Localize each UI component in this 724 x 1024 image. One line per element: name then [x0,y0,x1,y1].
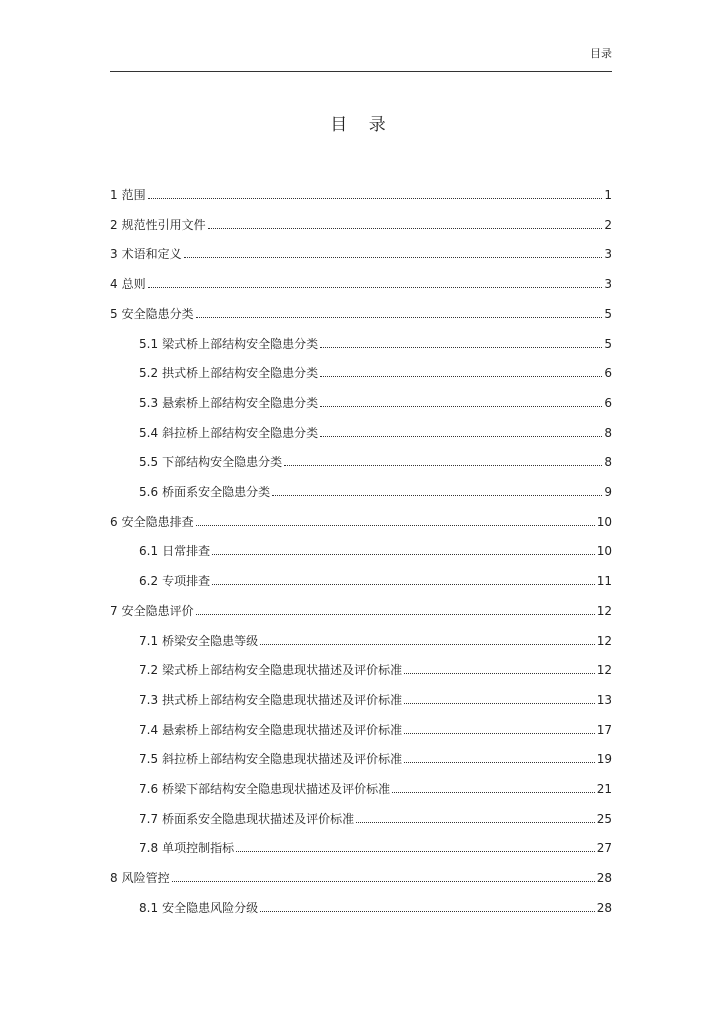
toc-entry-page: 28 [596,871,612,885]
toc-entry-page: 13 [596,693,612,707]
toc-entry-number: 5.5 [139,455,159,469]
toc-entry-number: 7.6 [139,782,159,796]
toc-entry[interactable] [139,336,612,352]
toc-entry-label: 范围 [121,188,146,202]
toc-entry[interactable] [139,692,612,708]
toc-leader-dots [356,821,595,823]
toc-entry-number: 8 [110,871,118,885]
running-header: 目录 [590,47,612,60]
toc-entry-label: 术语和定义 [121,247,182,261]
toc-leader-dots [148,197,603,199]
toc-entry[interactable] [110,514,612,530]
toc-entry-label: 梁式桥上部结构安全隐患分类 [162,337,319,351]
toc-entry-label: 日常排查 [162,544,211,558]
toc-entry-label: 桥面系安全隐患分类 [162,485,271,499]
toc-entry-number: 7.4 [139,723,159,737]
header-rule [110,71,612,72]
toc-entry[interactable] [139,662,612,678]
toc-leader-dots [272,494,602,496]
toc-entry[interactable] [139,573,612,589]
toc-entry-page: 1 [604,188,612,202]
toc-entry-page: 21 [596,782,612,796]
toc-leader-dots [236,850,595,852]
toc-entry-number: 5.6 [139,485,159,499]
toc-entry-number: 5 [110,307,118,321]
toc-entry-label: 安全隐患风险分级 [162,901,259,915]
toc-entry-page: 17 [596,723,612,737]
toc-entry-page: 3 [604,247,612,261]
toc-entry-label: 斜拉桥上部结构安全隐患分类 [162,426,319,440]
toc-entry[interactable] [139,425,612,441]
toc-entry-number: 7.8 [139,841,159,855]
toc-entry-label: 下部结构安全隐患分类 [162,455,283,469]
toc-entry-page: 10 [596,544,612,558]
toc-entry-number: 7.1 [139,634,159,648]
toc-entry[interactable] [139,543,612,559]
toc-entry-label: 总则 [121,277,146,291]
toc-entry[interactable] [110,276,612,292]
toc-entry-page: 11 [596,574,612,588]
toc-entry-page: 10 [596,515,612,529]
toc-entry[interactable] [110,187,612,203]
toc-entry-page: 5 [604,307,612,321]
toc-leader-dots [320,346,602,348]
toc-entry-number: 6 [110,515,118,529]
toc-entry-number: 7.3 [139,693,159,707]
toc-entry-number: 6.2 [139,574,159,588]
toc-entry-label: 安全隐患评价 [121,604,194,618]
toc-entry[interactable] [139,484,612,500]
toc-entry-page: 8 [604,455,612,469]
toc-leader-dots [196,613,595,615]
toc-leader-dots [320,405,602,407]
toc-entry-number: 5.3 [139,396,159,410]
toc-entry[interactable] [110,870,612,886]
toc-leader-dots [172,880,595,882]
toc-leader-dots [260,643,595,645]
toc-entry[interactable] [139,633,612,649]
toc-entry-label: 梁式桥上部结构安全隐患现状描述及评价标准 [162,663,403,677]
toc-entry[interactable] [110,246,612,262]
toc-entry-label: 单项控制指标 [162,841,235,855]
toc-leader-dots [212,553,595,555]
toc-entry[interactable] [139,781,612,797]
toc-entry-label: 桥面系安全隐患现状描述及评价标准 [162,812,355,826]
toc-entry-label: 悬索桥上部结构安全隐患分类 [162,396,319,410]
toc-leader-dots [184,256,603,258]
toc-entry[interactable] [139,900,612,916]
toc-entry-number: 8.1 [139,901,159,915]
toc-entry-number: 7.7 [139,812,159,826]
toc-leader-dots [260,910,595,912]
toc-entry-page: 6 [604,366,612,380]
toc-entry-number: 7.2 [139,663,159,677]
toc-entry[interactable] [110,217,612,233]
toc-entry-number: 5.4 [139,426,159,440]
toc-entry-label: 拱式桥上部结构安全隐患现状描述及评价标准 [162,693,403,707]
toc-entry-label: 桥梁安全隐患等级 [162,634,259,648]
toc-entry-number: 4 [110,277,118,291]
toc-leader-dots [392,791,595,793]
toc-entry-page: 2 [604,218,612,232]
toc-entry-label: 安全隐患分类 [121,307,194,321]
toc-entry-number: 3 [110,247,118,261]
toc-leader-dots [196,316,603,318]
toc-entry-label: 风险管控 [121,871,170,885]
toc-leader-dots [404,761,595,763]
toc-entry-label: 专项排查 [162,574,211,588]
toc-entry-page: 12 [596,604,612,618]
toc-entry-number: 5.2 [139,366,159,380]
toc-entry[interactable] [110,603,612,619]
toc-entry-number: 5.1 [139,337,159,351]
toc-entry-label: 桥梁下部结构安全隐患现状描述及评价标准 [162,782,391,796]
toc-entry-label: 规范性引用文件 [121,218,206,232]
toc-entry-page: 27 [596,841,612,855]
toc-entry[interactable] [139,722,612,738]
toc-entry-number: 6.1 [139,544,159,558]
toc-entry[interactable] [139,454,612,470]
toc-leader-dots [196,524,595,526]
toc-entry-page: 25 [596,812,612,826]
toc-entry[interactable] [139,840,612,856]
toc-leader-dots [320,375,602,377]
toc-entry-page: 19 [596,752,612,766]
toc-entry-number: 7.5 [139,752,159,766]
toc-entry[interactable] [139,365,612,381]
toc-entry-number: 2 [110,218,118,232]
toc-entry-number: 7 [110,604,118,618]
toc-entry-number: 1 [110,188,118,202]
toc-entry-label: 悬索桥上部结构安全隐患现状描述及评价标准 [162,723,403,737]
toc-leader-dots [320,435,602,437]
toc-leader-dots [148,286,603,288]
toc-entry[interactable] [139,751,612,767]
toc-entry[interactable] [110,306,612,322]
toc-entry-page: 5 [604,337,612,351]
toc-entry-page: 12 [596,634,612,648]
page-title: 目 录 [330,115,394,135]
toc-entry-page: 8 [604,426,612,440]
toc-leader-dots [404,732,595,734]
toc-entry-page: 12 [596,663,612,677]
toc-leader-dots [208,227,603,229]
toc-entry-page: 28 [596,901,612,915]
toc-entry-label: 斜拉桥上部结构安全隐患现状描述及评价标准 [162,752,403,766]
toc-leader-dots [404,702,595,704]
toc-entry-label: 安全隐患排查 [121,515,194,529]
toc-entry-label: 拱式桥上部结构安全隐患分类 [162,366,319,380]
toc-leader-dots [212,583,595,585]
toc-entry-page: 6 [604,396,612,410]
toc-entry[interactable] [139,395,612,411]
toc-entry-page: 3 [604,277,612,291]
toc-entry-page: 9 [604,485,612,499]
toc-leader-dots [284,464,602,466]
toc-entry[interactable] [139,811,612,827]
toc-leader-dots [404,672,595,674]
